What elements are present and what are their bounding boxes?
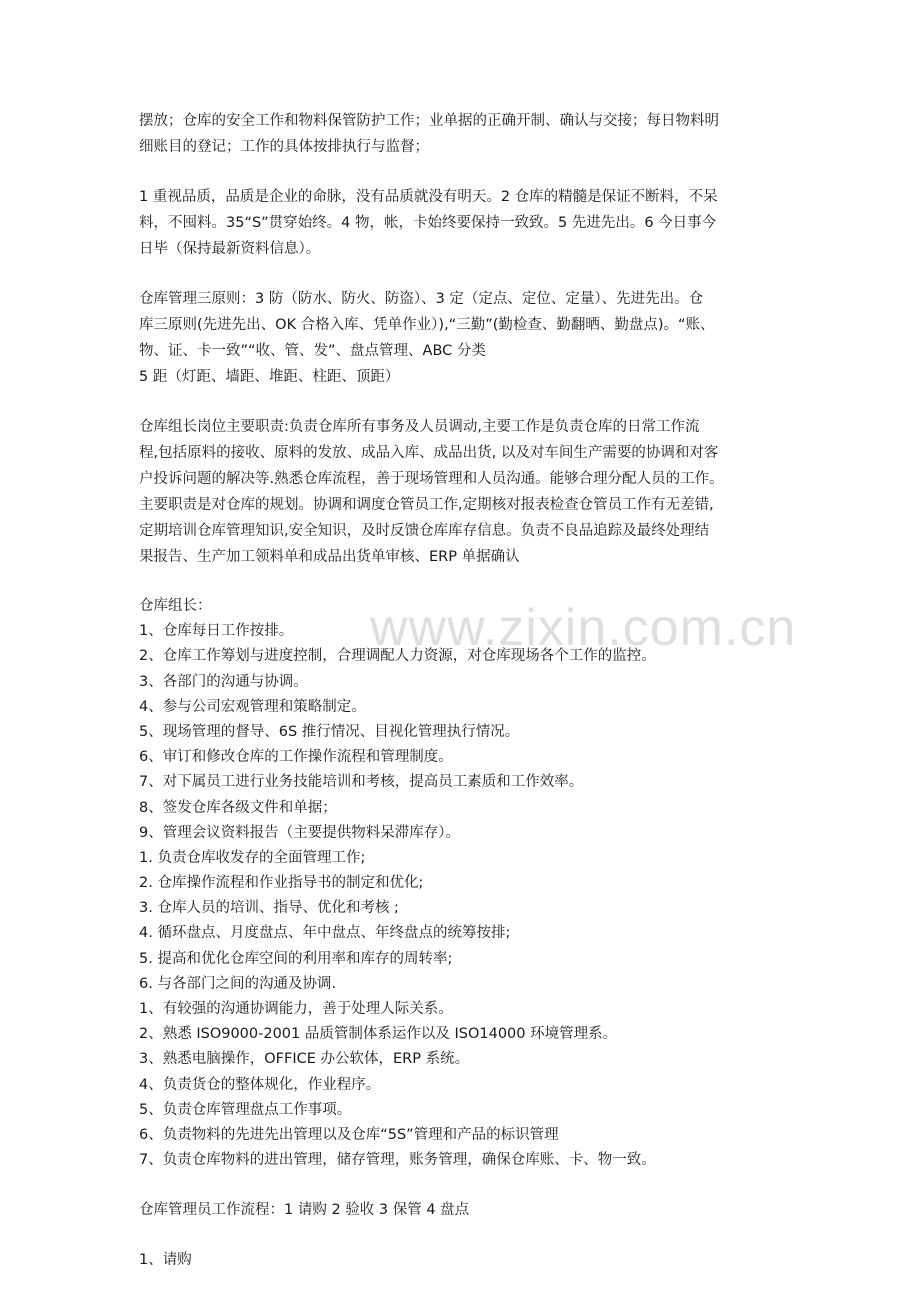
list-item: 8、签发仓库各级文件和单据；: [139, 799, 337, 816]
text-line: 库三原则(先进先出、OK 合格入库、凭单作业）),“三勤”(勤检查、勤翻晒、勤盘点)。“账、: [139, 317, 715, 333]
watermark: www.zixin.com.cn: [370, 599, 797, 657]
text-line: 1、请购: [139, 1252, 192, 1269]
text-line: 摆放；仓库的安全工作和物料保管防护工作；业单据的正确开制、确认与交接；每日物料明: [139, 113, 719, 129]
list-item: 1、有较强的沟通协调能力，善于处理人际关系。: [139, 1001, 453, 1017]
list-item: 9、管理会议资料报告（主要提供物料呆滞库存）。: [139, 824, 460, 841]
paragraph-workflow: [139, 1197, 799, 1223]
text-line: 仓库管理三原则：3 防（防水、防火、防盗）、3 定（定点、定位、定量）、先进先出。仓: [139, 291, 704, 307]
text-line: 程,包括原料的接收、原料的发放、成品入库、成品出货, 以及对车间生产需要的协调和对客: [139, 445, 719, 461]
list-heading: 仓库组长：: [139, 598, 212, 614]
list-item: 4. 循环盘点、月度盘点、年中盘点、年终盘点的统筹按排;: [139, 925, 511, 942]
paragraph-three-principles: [139, 286, 799, 390]
list-item: 1、仓库每日工作按排。: [139, 623, 294, 640]
text-line: 定期培训仓库管理知识,安全知识，及时反馈仓库库存信息。负责不良品追踪及最终处理结: [139, 523, 710, 539]
text-line: 日毕（保持最新资料信息）。: [139, 241, 321, 257]
list-item: 3、各部门的沟通与协调。: [139, 673, 308, 690]
text-line: 细账目的登记；工作的具体按排执行与监督；: [139, 139, 429, 155]
list-item: 1. 负责仓库收发存的全面管理工作;: [139, 849, 366, 866]
list-item: 4、负责货仓的整体规化，作业程序。: [139, 1076, 381, 1093]
list-item: 3. 仓库人员的培训、指导、优化和考核 ;: [139, 900, 399, 917]
list-item: 5、负责仓库管理盘点工作事项。: [139, 1101, 352, 1118]
text-line: 果报告、生产加工领料单和成品出货单审核、ERP 单据确认: [139, 549, 520, 565]
list-item: 3、熟悉电脑操作，OFFICE 办公软体，ERP 系统。: [139, 1051, 470, 1068]
list-item: 6. 与各部门之间的沟通及协调.: [139, 975, 337, 992]
list-item: 5. 提高和优化仓库空间的利用率和库存的周转率;: [139, 950, 453, 967]
paragraph-requisition: [139, 1247, 799, 1273]
list-item: 7、负责仓库物料的进出管理，储存管理，账务管理，确保仓库账、卡、物一致。: [139, 1152, 656, 1169]
paragraph-team-leader-list: [139, 594, 799, 1173]
text-line: 仓库管理员工作流程：1 请购 2 验收 3 保管 4 盘点: [139, 1202, 470, 1219]
text-line: 料，不囤料。35“S”贯穿始终。4 物，帐，卡始终要保持一致致。5 先进先出。6 今日事今: [139, 215, 717, 231]
paragraph-quality-principles: [139, 184, 799, 262]
list-item: 2、熟悉 ISO9000-2001 品质管制体系运作以及 ISO14000 环境管理系。: [139, 1026, 618, 1043]
list-item: 6、审订和修改仓库的工作操作流程和管理制度。: [139, 749, 453, 766]
text-line: 5 距（灯距、墙距、堆距、柱距、顶距）: [139, 369, 400, 385]
list-item: 2、仓库工作筹划与进度控制，合理调配人力资源，对仓库现场各个工作的监控。: [139, 648, 656, 665]
text-line: 1 重视品质，品质是企业的命脉，没有品质就没有明天。2 仓库的精髓是保证不断料，不呆: [139, 189, 718, 205]
list-item: 5、现场管理的督导、6S 推行情况、目视化管理执行情况。: [139, 723, 520, 740]
text-line: 仓库组长岗位主要职责:负责仓库所有事务及人员调动,主要工作是负责仓库的日常工作流: [139, 419, 700, 435]
list-item: 2. 仓库操作流程和作业指导书的制定和优化;: [139, 875, 424, 892]
paragraph-team-leader-responsibilities: [139, 414, 799, 570]
paragraph-storage-duties: [139, 108, 799, 160]
document-body: [139, 108, 799, 1297]
list-item: 7、对下属员工进行业务技能培训和考核，提高员工素质和工作效率。: [139, 774, 584, 791]
text-line: 主要职责是对仓库的规划。协调和调度仓管员工作,定期核对报表检查仓管员工作有无差错,: [139, 497, 714, 513]
text-line: 物、证、卡一致”“收、管、发”、盘点管理、ABC 分类: [139, 343, 486, 359]
list-item: 4、参与公司宏观管理和策略制定。: [139, 698, 366, 715]
text-line: 户投诉问题的解决等.熟悉仓库流程，善于现场管理和人员沟通。能够合理分配人员的工作。: [139, 471, 724, 487]
list-item: 6、负责物料的先进先出管理以及仓库“5S”管理和产品的标识管理: [139, 1126, 559, 1143]
